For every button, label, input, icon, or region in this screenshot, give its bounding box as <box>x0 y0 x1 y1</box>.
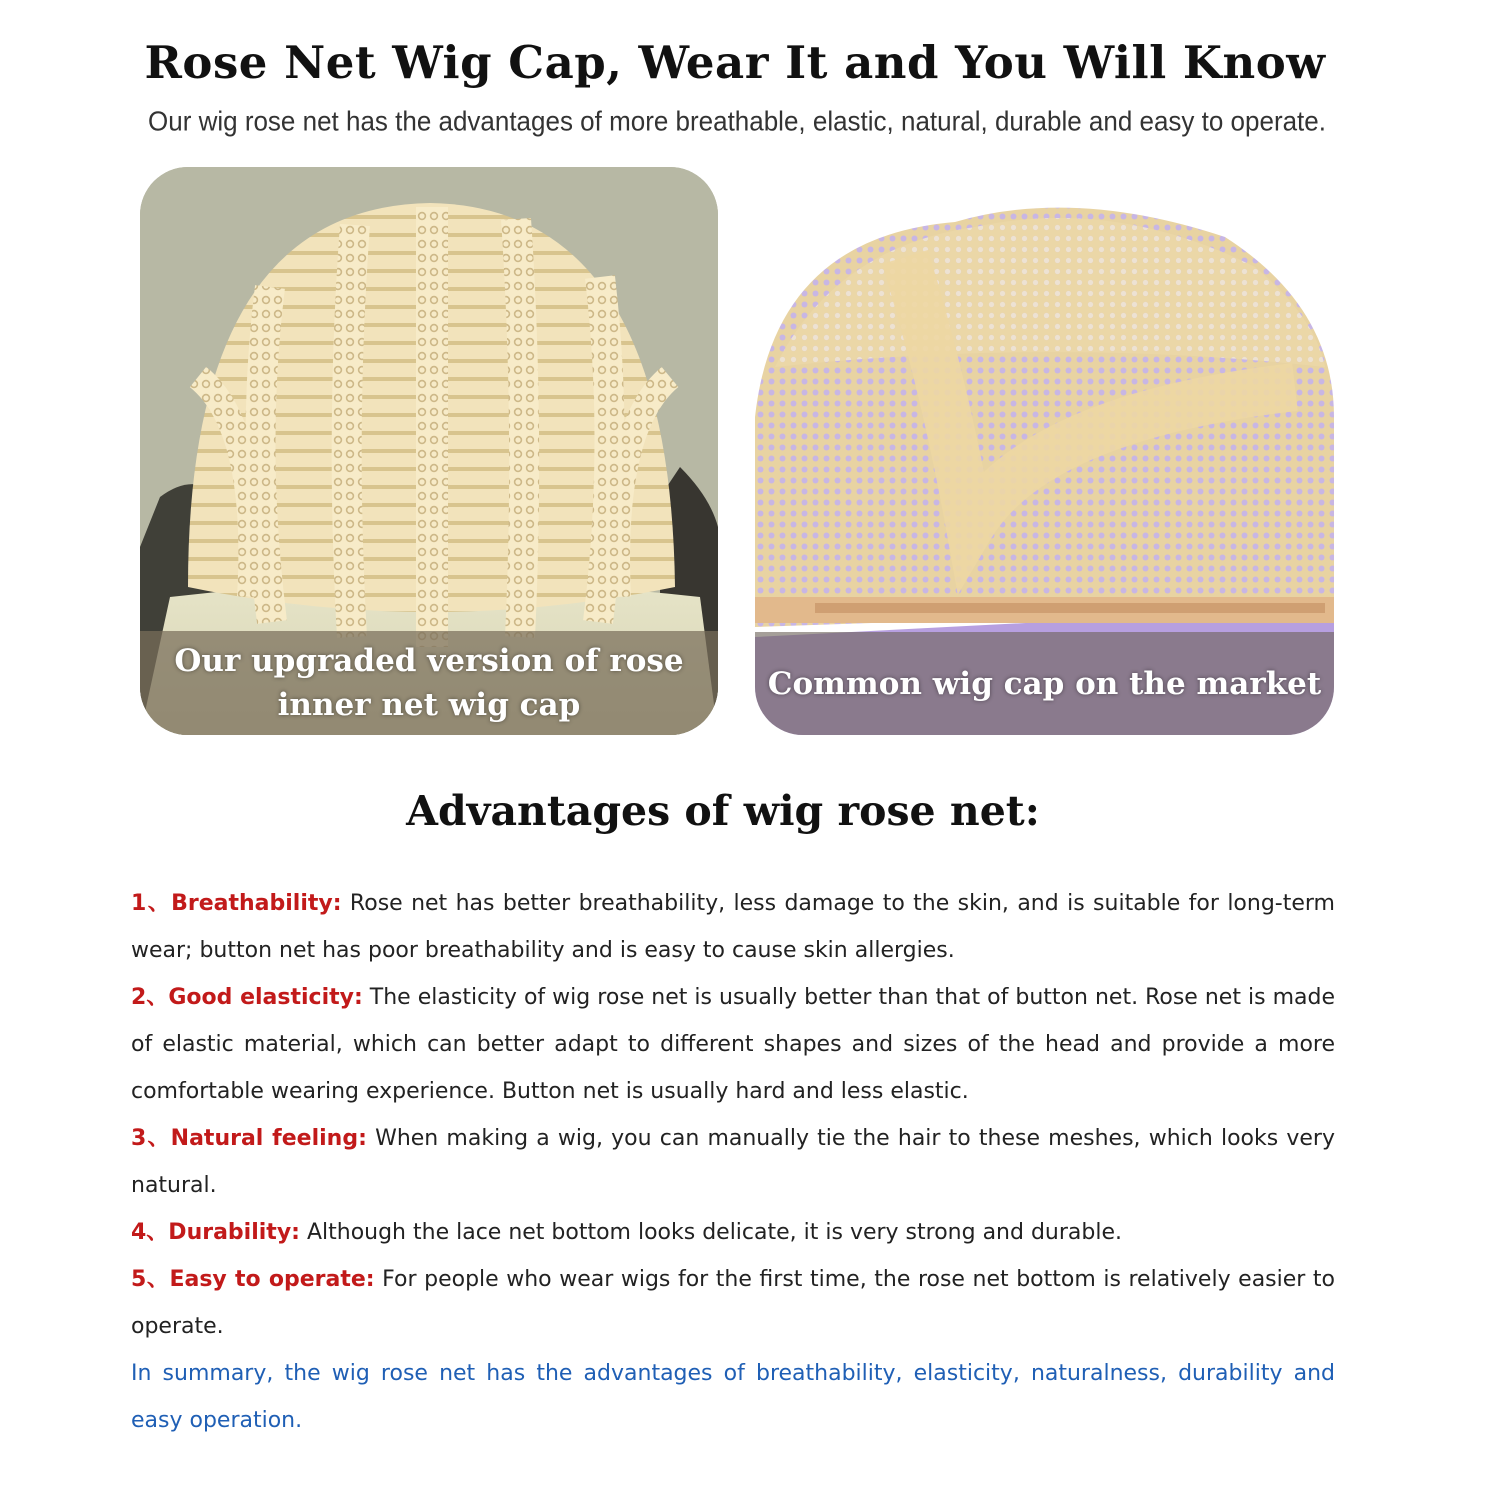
advantage-item-easy <box>131 1256 1335 1350</box>
advantage-lead: 2、Good elasticity: <box>131 985 363 1010</box>
advantage-item-natural <box>131 1115 1335 1209</box>
advantages-title: Advantages of wig rose net: <box>406 787 1040 835</box>
advantage-item-durability <box>131 1209 1335 1256</box>
left-caption-line-1: Our upgraded version of rose <box>174 643 684 679</box>
advantage-lead: 3、Natural feeling: <box>131 1126 367 1151</box>
left-caption <box>140 631 718 735</box>
advantage-text: When making a wig, you can manually tie the hair to these meshes, which looks very natural. <box>131 1126 1335 1198</box>
advantage-lead: 1、Breathability: <box>131 891 342 916</box>
advantages-list <box>131 880 1335 1444</box>
rose-net-cap-photo <box>140 167 718 735</box>
advantage-lead: 5、Easy to operate: <box>131 1267 375 1292</box>
advantage-text: Although the lace net bottom looks delicate, it is very strong and durable. <box>299 1220 1122 1245</box>
advantage-text: The elasticity of wig rose net is usually better than that of button net. Rose net is made of elastic material, which can better adapt to different shapes and sizes of the head and provide a more comfortable wearing experience. Button net is usually hard and less elastic. <box>131 985 1335 1104</box>
advantage-text: For people who wear wigs for the first time, the rose net bottom is relatively easier to operate. <box>131 1267 1335 1339</box>
advantage-lead: 4、Durability: <box>131 1220 300 1245</box>
advantage-text: Rose net has better breathability, less damage to the skin, and is suitable for long-term wear; button net has poor breathability and is easy to cause skin allergies. <box>131 891 1335 963</box>
common-cap-photo <box>755 167 1334 735</box>
summary-text: In summary, the wig rose net has the advantages of breathability, elasticity, naturalness, durability and easy operation. <box>131 1361 1335 1433</box>
page-subtitle: Our wig rose net has the advantages of more breathable, elastic, natural, durable and easy to operate. <box>148 105 1326 137</box>
advantage-item-breathability <box>131 880 1335 974</box>
right-caption: Common wig cap on the market <box>755 632 1334 735</box>
left-caption-line-2: inner net wig cap <box>277 687 581 723</box>
page-title: Rose Net Wig Cap, Wear It and You Will Know <box>144 36 1326 89</box>
advantage-item-elasticity <box>131 974 1335 1115</box>
